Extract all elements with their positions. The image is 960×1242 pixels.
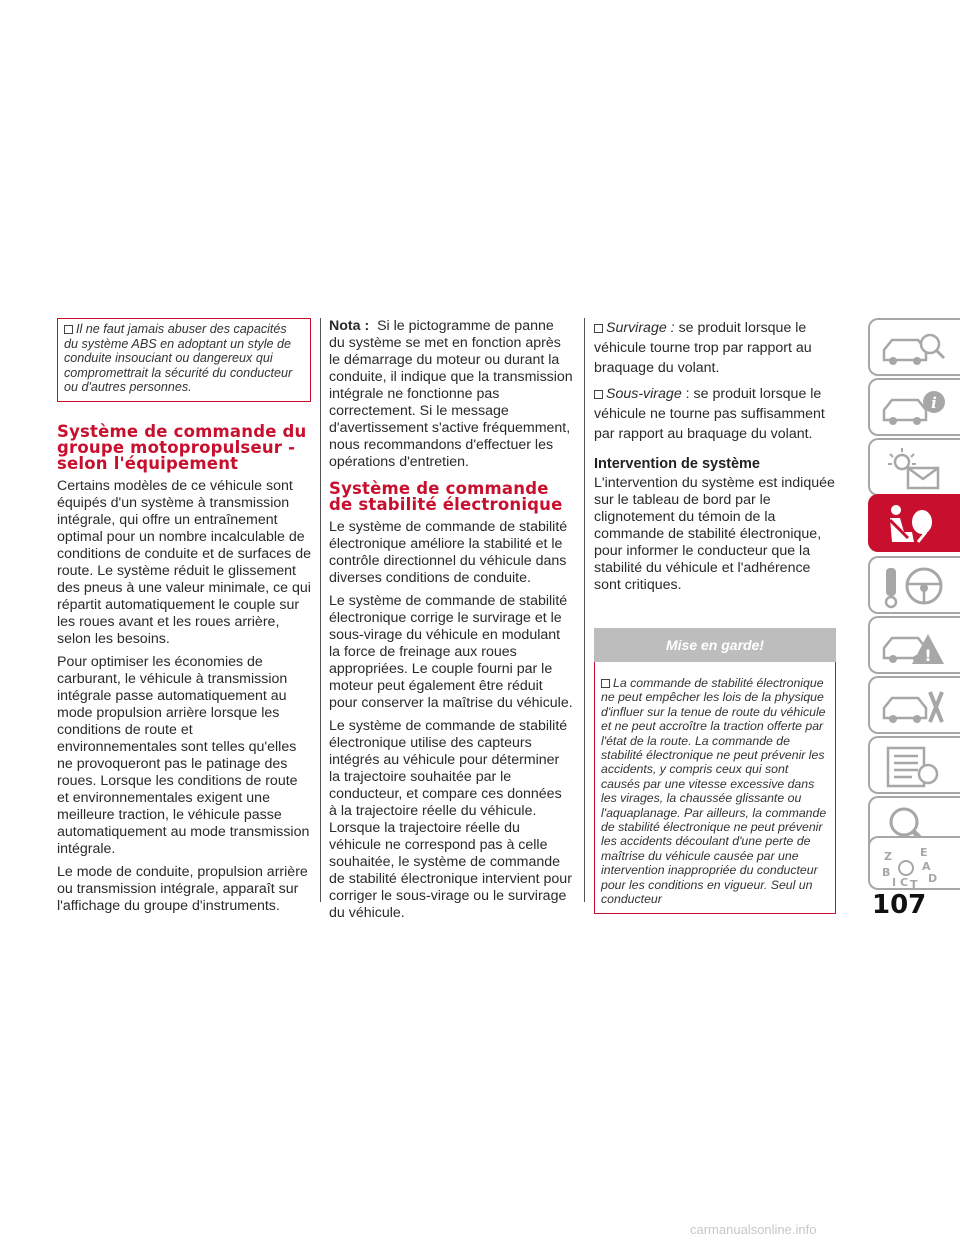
svg-text:T: T xyxy=(910,878,918,890)
bullet-text: : se produit lorsque le véhicule ne tourne pas suffisamment par rapport au braquage du volant. xyxy=(594,386,825,442)
paragraph: Le système de commande de stabilité électronique améliore la stabilité et le contrôle directionnel du véhicule dans diverses conditions de conduite. xyxy=(329,519,568,586)
subsection-title-intervention: Intervention de système xyxy=(594,456,760,472)
nota-label: Nota : xyxy=(329,318,370,334)
paragraph: L'intervention du système est indiquée sur le tableau de bord par le clignotement du témoin de la commande de stabilité électronique, pour informer le conducteur que la stabilité du véhicule et l'adhérence sont critiques. xyxy=(594,475,835,593)
svg-text:A: A xyxy=(922,860,931,873)
paragraph: Le mode de conduite, propulsion arrière ou transmission intégrale, apparaît sur l'affichage du groupe d'instruments. xyxy=(57,863,308,914)
bullet-sous-virage xyxy=(594,384,836,444)
svg-text:!: ! xyxy=(924,646,932,665)
column-3 xyxy=(594,318,836,914)
section-title-powertrain: Système de commande du groupe motopropulseur - selon l'équipement xyxy=(57,421,307,473)
column-1 xyxy=(57,318,311,921)
airbag-seatbelt-icon xyxy=(878,502,954,548)
svg-text:Z: Z xyxy=(884,850,892,863)
warning-box-abs xyxy=(57,318,311,402)
lights-message-icon xyxy=(878,446,954,492)
svg-text:I: I xyxy=(892,876,897,889)
nav-tab-alphabetical-index[interactable] xyxy=(868,836,960,890)
bullet-term: Sous-virage xyxy=(606,386,682,402)
checklist-icon xyxy=(878,744,954,790)
checkbox-square-icon xyxy=(594,390,603,399)
car-tools-icon xyxy=(878,684,954,730)
car-search-icon xyxy=(878,326,954,372)
car-info-icon xyxy=(878,386,954,432)
section-title-stability: Système de commande de stabilité électronique xyxy=(329,479,563,514)
checkbox-square-icon xyxy=(594,324,603,333)
mise-en-garde-text: La commande de stabilité électronique ne peut empêcher les lois de la physique d'influer sur la tenue de route du véhicule et ne peut accroître la traction offerte par l'état de la route. La commande de stabilité électronique ne peut prévenir les accidents, y compris ceux qui sont causés par une vitesse excessive dans les virages, la chaussée glissante ou l'aquaplanage. Par ailleurs, la commande de stabilité électronique ne peut prévenir les accidents découlant d'une perte de maîtrise du véhicule causée par une intervention inappropriée du conducteur pour les conditions en vigueur. Seul un conducteur xyxy=(601,676,827,907)
car-warning-icon xyxy=(878,624,954,670)
svg-text:i: i xyxy=(931,394,937,412)
nav-tab-instruments[interactable] xyxy=(868,378,960,436)
column-divider xyxy=(320,318,321,902)
paragraph: Le système de commande de stabilité électronique utilise des capteurs intégrés au véhicule pour déterminer la trajectoire souhaitée par le conducteur, et compare ces données à la trajectoire réelle du véhicule. Lorsque la trajectoire réelle du véhicule ne correspond pas à celle souhaitée, le système de commande de stabilité électronique intervient pour corriger le sous-virage ou le survirage du véhicule. xyxy=(329,718,572,921)
checkbox-square-icon xyxy=(601,679,610,688)
paragraph: Certains modèles de ce véhicule sont équipés d'un système à transmission intégrale, qui offre un entraînement optimal pour un nombre incalculable de conditions de conduite et de surfaces de route. Le système réduit le glissement des pneus à une valeur minimale, ce qui répartit automatiquement le couple sur les roues avant et les roues arrière, selon les besoins. xyxy=(57,477,311,647)
nav-tab-technical-data[interactable] xyxy=(868,736,960,794)
column-divider xyxy=(584,318,585,902)
nota-text: Si le pictogramme de panne du système se met en fonction après le démarrage du moteur ou durant la conduite, il indique que la transmission intégrale ne fonctionne pas correctement. Si le message d'avertissement s'active fréquemment, nous recommandons d'effectuer les opérations d'entretien. xyxy=(329,318,573,470)
mise-en-garde-box xyxy=(594,662,836,914)
bullet-survirage xyxy=(594,318,836,378)
bullet-text: se produit lorsque le véhicule tourne trop par rapport au braquage du volant. xyxy=(594,320,812,376)
warning-text: Il ne faut jamais abuser des capacités du système ABS en adoptant un style de conduite insouciant ou dangereux qui compromettrait la sécurité du conducteur ou d'autres personnes. xyxy=(64,322,293,395)
column-2 xyxy=(329,318,573,928)
checkbox-square-icon xyxy=(64,325,73,334)
svg-text:B: B xyxy=(882,866,891,879)
key-steering-wheel-icon xyxy=(878,564,954,610)
nav-tab-emergency[interactable] xyxy=(868,616,960,674)
svg-text:D: D xyxy=(928,872,938,885)
svg-text:E: E xyxy=(920,846,928,859)
nav-tab-lights[interactable] xyxy=(868,438,960,496)
nav-tab-servicing[interactable] xyxy=(868,676,960,734)
nota-paragraph xyxy=(329,318,573,471)
paragraph: Pour optimiser les économies de carburant, le véhicule à transmission intégrale passe automatiquement au mode propulsion arrière lorsque les conditions de route et environnementales sont telles qu'elles ne provoqueront pas le patinage des roues. Lorsque les conditions de route et environnementales exigent une meilleure traction, le véhicule passe automatiquement au mode transmission intégrale. xyxy=(57,653,310,857)
alphabet-index-icon xyxy=(878,844,954,890)
mise-en-garde-header: Mise en garde! xyxy=(594,628,836,662)
paragraph: Le système de commande de stabilité électronique corrige le survirage et le sous-virage du véhicule en modulant la force de freinage aux roues appropriées. Le couple fourni par le moteur peut également être réduit pour conserver la maîtrise du véhicule. xyxy=(329,593,573,711)
bullet-term: Survirage : xyxy=(606,320,675,336)
nav-tab-safety[interactable] xyxy=(868,494,960,552)
watermark: carmanualsonline.info xyxy=(690,1222,817,1237)
page-number: 107 xyxy=(872,890,927,920)
nav-tab-knowing-vehicle[interactable] xyxy=(868,318,960,376)
svg-text:C: C xyxy=(900,876,909,889)
nav-tab-starting-driving[interactable] xyxy=(868,556,960,614)
